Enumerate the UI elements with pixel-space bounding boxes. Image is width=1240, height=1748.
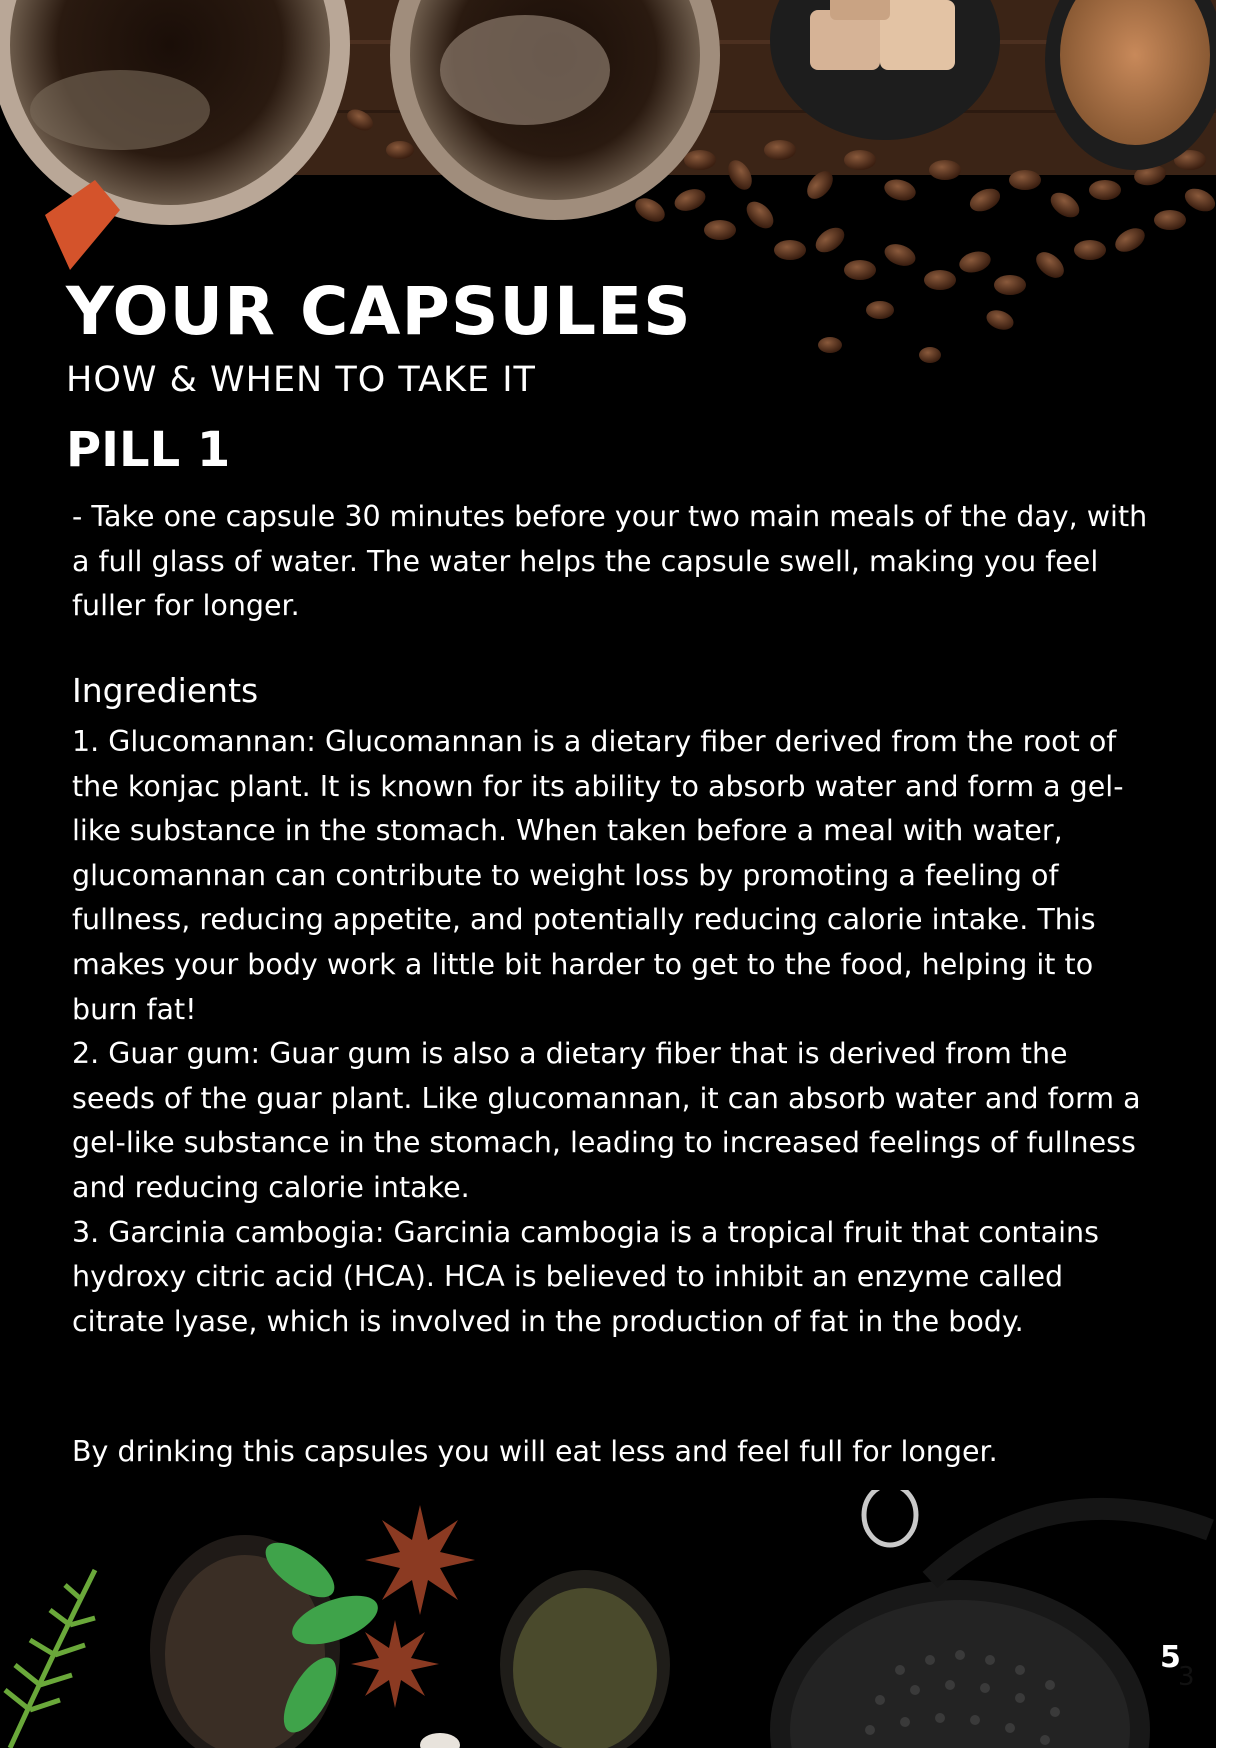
instruction-text: - Take one capsule 30 minutes before your two main meals of the day, with a full glass of water. The water helps the capsule swell, making you feel fuller for longer. [72, 500, 1148, 623]
page-edge [1216, 0, 1240, 1748]
ingredients-heading: Ingredients [72, 671, 259, 710]
page-subtitle: HOW & WHEN TO TAKE IT [66, 360, 536, 400]
ingredients-list [72, 720, 1152, 1344]
tea-photo-icon [0, 1490, 1216, 1748]
pill-heading: PILL 1 [66, 422, 231, 478]
closing-text: By drinking this capsules you will eat less and feel full for longer. [72, 1435, 998, 1468]
ingredient-item: 3. Garcinia cambogia: Garcinia cambogia is a tropical fruit that contains hydroxy citric acid (HCA). HCA is believed to inhibit an enzyme called citrate lyase, which is involved in the production of fat in the body. [72, 1215, 1099, 1338]
page-number: 5 [1160, 1640, 1181, 1675]
ingredient-item: 2. Guar gum: Guar gum is also a dietary fiber that is derived from the seeds of the guar plant. Like glucomannan, it can absorb water and form a gel-like substance in the stomach, leading to increased feelings of fullness and reducing calorie intake. [72, 1037, 1141, 1204]
page-title: YOUR CAPSULES [66, 273, 692, 350]
ingredient-item: 1. Glucomannan: Glucomannan is a dietary fiber derived from the root of the konjac plant. It is known for its ability to absorb water and form a gel-like substance in the stomach. When taken before a meal with water, glucomannan can contribute to weight loss by promoting a feeling of fullness, reducing appetite, and potentially reducing calorie intake. This makes your body work a little bit harder to get to the food, helping it to burn fat! [72, 725, 1124, 1026]
page-number-overlay: 3 [1178, 1662, 1195, 1692]
